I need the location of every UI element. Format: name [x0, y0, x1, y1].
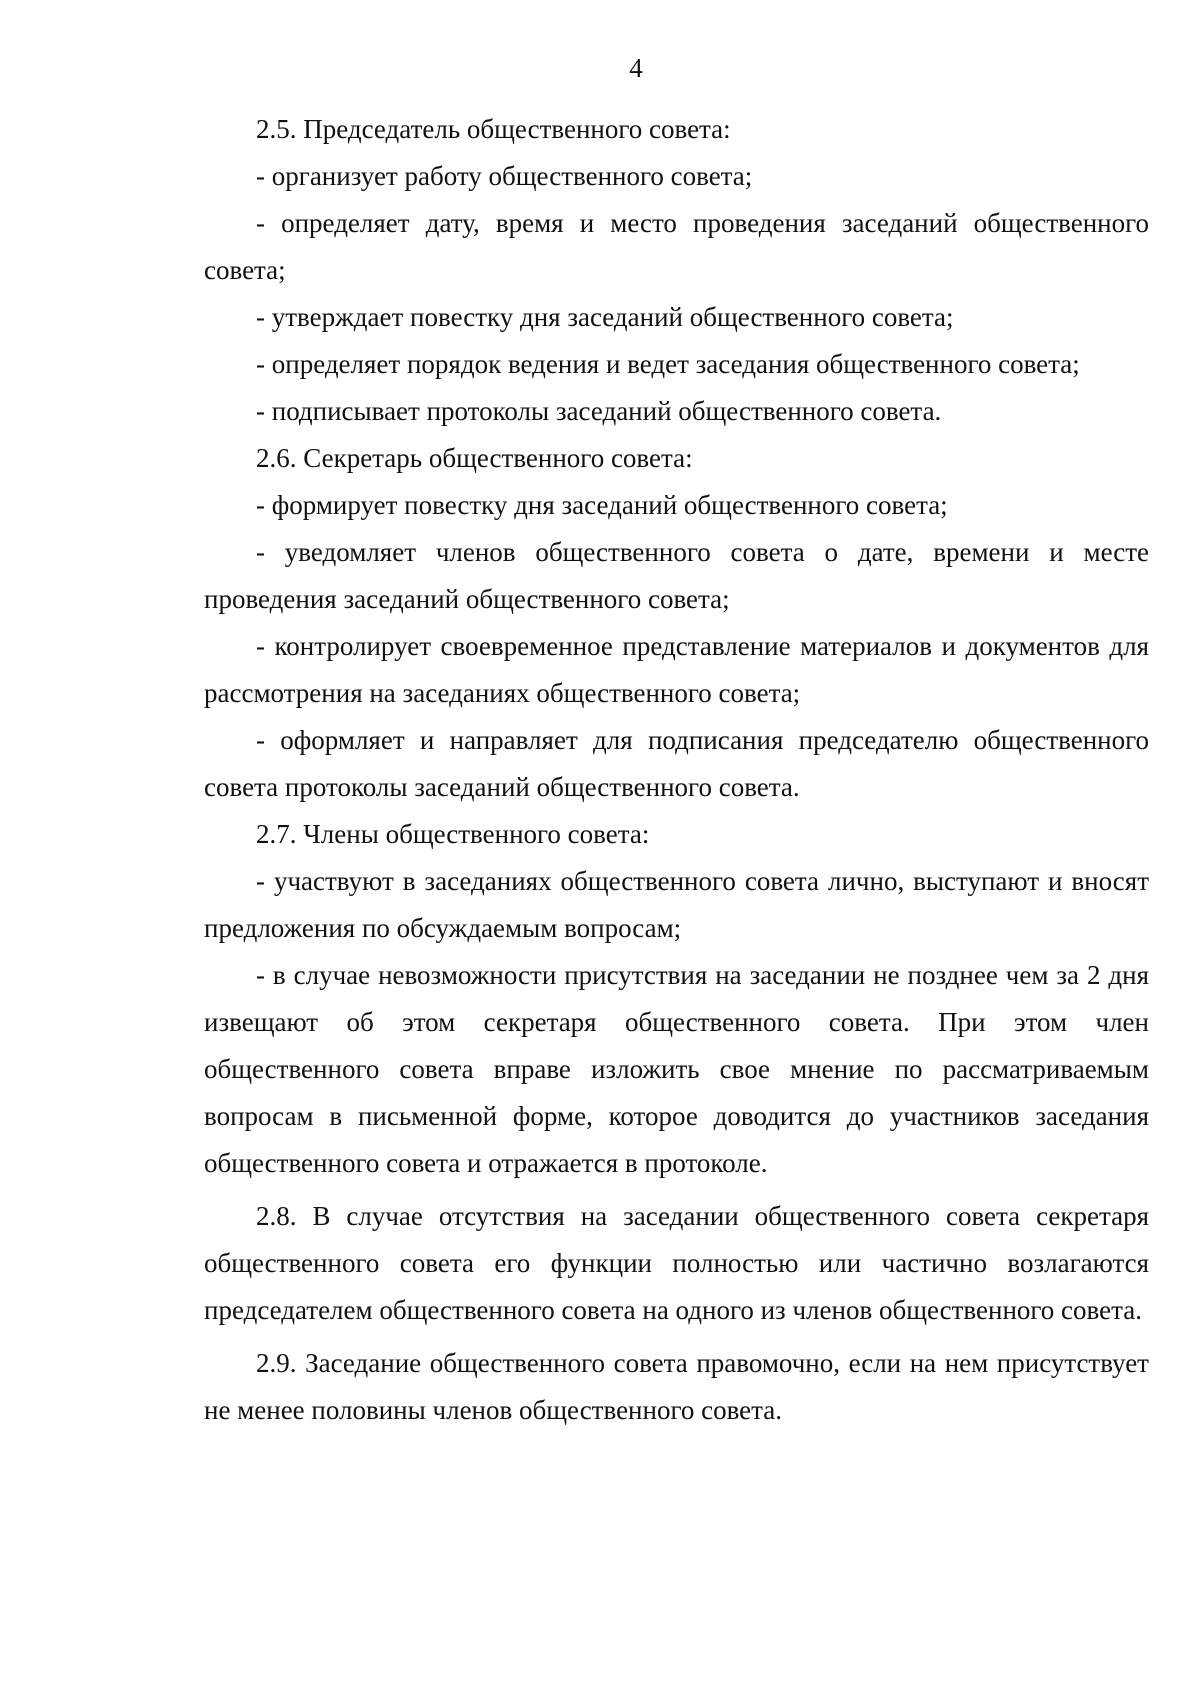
section-paragraph-2-9: 2.9. Заседание общественного совета правомочно, если на нем присутствует не менее половины членов общественного совета. — [204, 1348, 1149, 1425]
section-heading-2-6: 2.6. Секретарь общественного совета: — [256, 443, 693, 473]
list-item: - участвуют в заседаниях общественного совета лично, выступают и вносят предложения по обсуждаемым вопросам; — [204, 866, 1149, 943]
list-item: - определяет дату, время и место проведения заседаний общественного совета; — [204, 208, 1149, 285]
section-heading-2-5: 2.5. Председатель общественного совета: — [256, 114, 731, 144]
list-item: - уведомляет членов общественного совета о дате, времени и месте проведения заседаний общественного совета; — [204, 537, 1149, 614]
list-item: - оформляет и направляет для подписания председателю общественного совета протоколы заседаний общественного совета. — [204, 725, 1149, 802]
list-item: - контролирует своевременное представление материалов и документов для рассмотрения на заседаниях общественного совета; — [204, 631, 1149, 708]
list-item: - организует работу общественного совета; — [256, 161, 753, 191]
list-item: - определяет порядок ведения и ведет заседания общественного совета; — [256, 349, 1080, 379]
list-item: - утверждает повестку дня заседаний общественного совета; — [256, 302, 954, 332]
document-body — [204, 106, 1149, 1434]
list-item: - подписывает протоколы заседаний общественного совета. — [256, 396, 942, 426]
section-heading-2-7: 2.7. Члены общественного совета: — [256, 819, 650, 849]
section-paragraph-2-8: 2.8. В случае отсутствия на заседании общественного совета секретаря общественного совета его функции полностью или частично возлагаются председателем общественного совета на одного из членов общественного совета. — [204, 1201, 1149, 1325]
page-number: 4 — [629, 53, 643, 83]
list-item: - в случае невозможности присутствия на заседании не позднее чем за 2 дня извещают об этом секретаря общественного совета. При этом член общественного совета вправе изложить свое мнение по рассматриваемым вопросам в письменной форме, которое доводится до участников заседания общественного совета и отражается в протоколе. — [204, 960, 1149, 1178]
list-item: - формирует повестку дня заседаний общественного совета; — [256, 490, 948, 520]
